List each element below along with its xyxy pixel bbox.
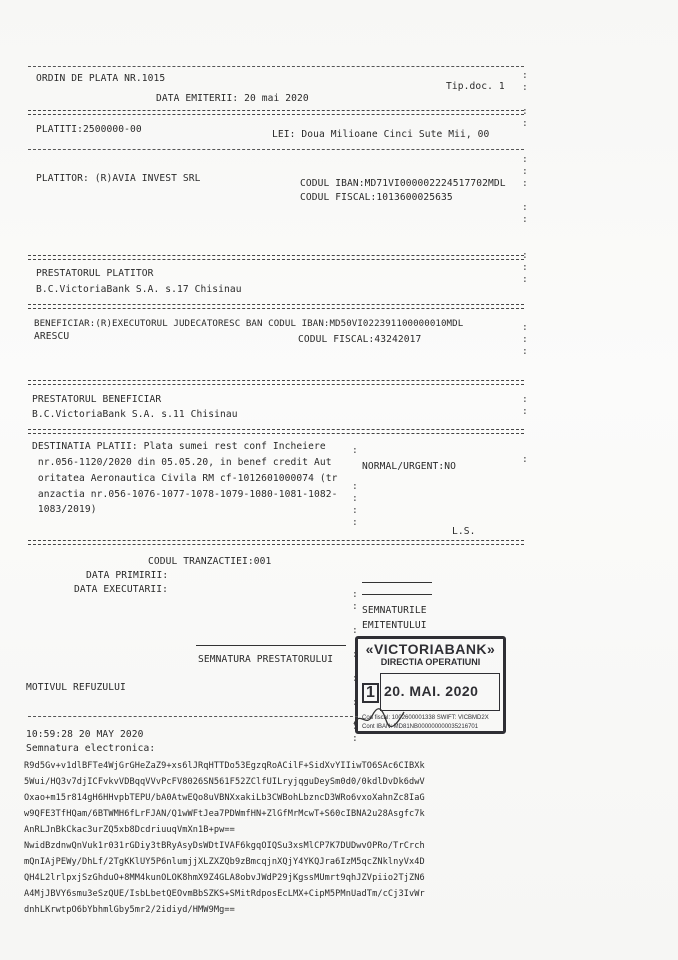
prestator-signature-line — [196, 645, 346, 646]
stamp-date: 20. MAI. 2020 — [384, 683, 479, 699]
separator-4 — [28, 304, 524, 309]
prestatorul-beneficiar-title: PRESTATORUL BENEFICIAR — [32, 394, 162, 405]
colon-column: : : : : : : : : : : : : : : : : : : — [522, 70, 528, 465]
platiti-amount: PLATITI:2500000-00 — [36, 124, 142, 135]
destinatia-line4: anzactia nr.056-1076-1077-1078-1079-1080-1081-1082- — [32, 489, 338, 500]
separator-6 — [28, 429, 524, 434]
separator-8 — [28, 716, 358, 717]
destinatia-line5: 1083/2019) — [32, 504, 97, 515]
signature-line-2 — [362, 594, 432, 595]
separator-3 — [28, 255, 524, 260]
signature-line: w9QFE3TfHQam/6BTWMH6fLrFJAN/Q1wWFtJea7PDWmfHN+ZlGfMrMcwT+S60cIBNA2u28Asgfc7k — [24, 809, 425, 819]
semnaturile-label: SEMNATURILE — [362, 605, 427, 616]
platitor-iban: CODUL IBAN:MD71VI000002224517702MDL — [300, 178, 506, 189]
top-dashed-rule — [28, 66, 524, 67]
ls-mark: L.S. — [452, 526, 476, 537]
stamp-directia: DIRECTIA OPERATIUNI — [380, 657, 481, 667]
stamp-number: 1 — [362, 683, 379, 703]
electronic-signature-block — [24, 758, 425, 918]
electronic-timestamp: 10:59:28 20 MAY 2020 — [26, 729, 144, 740]
signature-line: Oxao+m15r814gH6HHvpbTEPU/bA0AtwEQo8uVBNXxakiLb3CWBohLbzncD3WRo6vxoXahnZc8IaG — [24, 793, 425, 803]
colon-column-mid: : : : : : : : : : : : : : — [352, 445, 358, 744]
lei-words: LEI: Doua Milioane Cinci Sute Mii, 00 — [272, 129, 490, 140]
stamp-fiscal: Cod fiscal: 1002600001338 SWIFT: VICBMD2X — [362, 715, 489, 721]
beneficiar-line1: BENEFICIAR:(R)EXECUTORUL JUDECATORESC BAN CODUL IBAN:MD50VI022391100000010MDL — [34, 319, 464, 329]
stamp-bank-name: «VICTORIABANK» — [365, 641, 496, 657]
data-emiterii: DATA EMITERII: 20 mai 2020 — [156, 93, 309, 104]
separator-7 — [28, 540, 524, 545]
tip-doc: Tip.doc. 1 — [446, 81, 505, 92]
destinatia-line2: nr.056-1120/2020 din 05.05.20, in benef credit Aut — [32, 457, 332, 468]
separator-5 — [28, 380, 524, 385]
platitor-fiscal: CODUL FISCAL:1013600025635 — [300, 192, 453, 203]
urgency-flag: NORMAL/URGENT:NO — [362, 461, 457, 472]
platitor-name: PLATITOR: (R)AVIA INVEST SRL — [36, 173, 201, 184]
beneficiar-line2: ARESCU — [34, 331, 70, 342]
signature-line: mQnIAjPEWy/DhLf/2TgKKlUY5P6nlumjjXLZXZQb9zBmcqjnXQjY4YKQJra6IzM5qcZNklnyVx4D — [24, 857, 425, 867]
signature-line: NwidBzdnwQnVuk1r031rGDiy3tBRyAsyDsWDtIVAF6kgqOIQSu3xsMlCP7K7DUDwvOPRo/TrCrch — [24, 841, 425, 851]
semnatura-prestatorului: SEMNATURA PRESTATORULUI — [198, 654, 334, 665]
signature-line: dnhLKrwtpO6bYbhmlGby5mr2/2idiyd/HMW9Mg== — [24, 905, 235, 915]
signature-line: AnRLJnBkCkac3urZQ5xb8DcdriuuqVmXn1B+pw== — [24, 825, 235, 835]
signature-line: QH4L2lrlpxjSzGhduO+8MM4kunOLOK8hmX9Z4GLA8obvJWdP29jKgssMUmrt9qhJZVpiio2TjZN6 — [24, 873, 425, 883]
data-executarii: DATA EXECUTARII: — [74, 584, 169, 595]
prestatorul-platitor-bank: B.C.VictoriaBank S.A. s.17 Chisinau — [36, 284, 242, 295]
handwritten-signature — [352, 706, 406, 730]
prestatorul-beneficiar-bank: B.C.VictoriaBank S.A. s.11 Chisinau — [32, 409, 238, 420]
destinatia-line3: oritatea Aeronautica Civila RM cf-1012601000074 (tr — [32, 473, 338, 484]
stamp-iban: Cont IBAN: MD81NB000000000035216701 — [362, 724, 479, 730]
signature-line: A4MjJBVY6smu3eSzQUE/IsbLbetQEOvmBbSZKS+SMitRdposEcLMX+CipM5PMnUadTm/cCj3IvWr — [24, 889, 425, 899]
ordin-title: ORDIN DE PLATA NR.1015 — [36, 73, 166, 84]
cod-tranzactiei: CODUL TRANZACTIEI:001 — [148, 556, 272, 567]
separator-1 — [28, 110, 524, 115]
separator-2 — [28, 149, 524, 150]
signature-line: R9d5Gv+v1dlBFTe4WjGrGHeZaZ9+xs6lJRqHTTDo53EgzqRoACilF+SidXvYIIiwTO6SAc6CIBXk — [24, 761, 425, 771]
signature-line-1 — [362, 582, 432, 583]
emitentului-label: EMITENTULUI — [362, 620, 427, 631]
destinatia-line1: DESTINATIA PLATII: Plata sumei rest conf Incheiere — [32, 441, 326, 452]
data-primirii: DATA PRIMIRII: — [86, 570, 169, 581]
signature-line: 5Wui/HQ3v7djICFvkvVDBqqVVvPcFV8026SN561F52ZClfUILryjqguDeySm0d0/0kdlDvDk6dwV — [24, 777, 425, 787]
prestatorul-platitor-title: PRESTATORUL PLATITOR — [36, 268, 154, 279]
beneficiar-fiscal: CODUL FISCAL:43242017 — [298, 334, 422, 345]
motivul-refuzului: MOTIVUL REFUZULUI — [26, 682, 126, 693]
electronic-signature-label: Semnatura electronica: — [26, 743, 156, 754]
